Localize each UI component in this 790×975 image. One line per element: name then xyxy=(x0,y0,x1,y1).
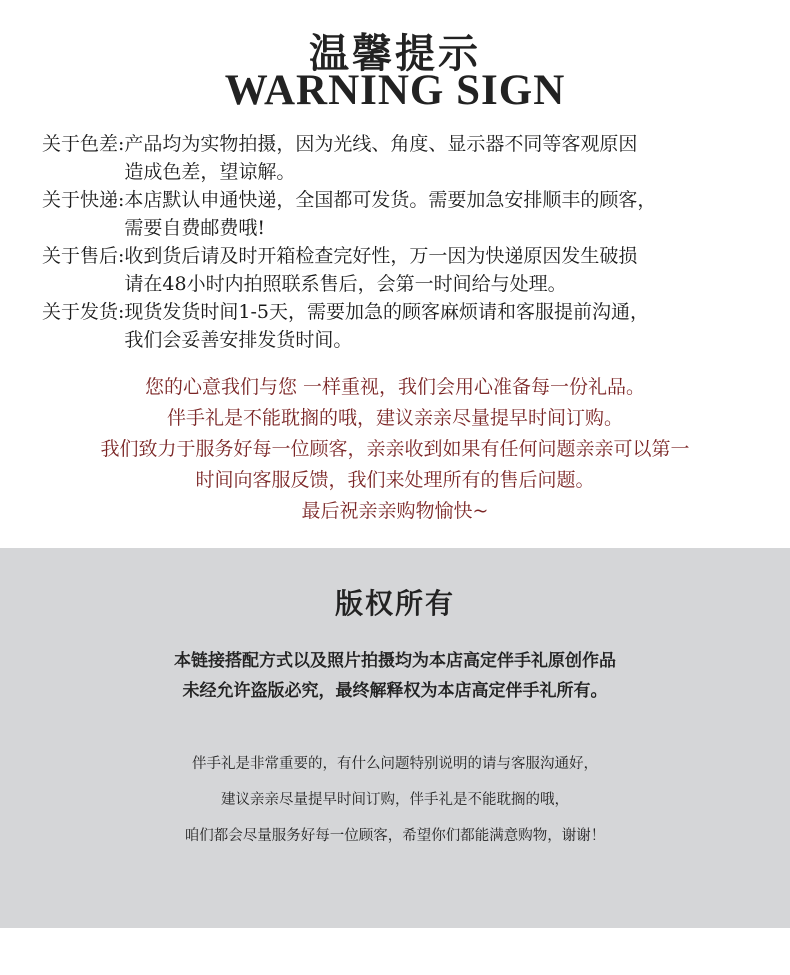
rule-text: 产品均为实物拍摄，因为光线、角度、显示器不同等客观原因 造成色差，望谅解。 xyxy=(124,133,638,183)
message-line: 您的心意我们与您 一样重视，我们会用心准备每一份礼品。 xyxy=(144,376,646,398)
note-line: 伴手礼是非常重要的，有什么问题特别说明的请与客服沟通好， xyxy=(192,756,598,772)
copyright-line: 未经允许盗版必究，最终解释权为本店高定伴手礼所有。 xyxy=(182,681,608,701)
rule-label: 关于发货: xyxy=(42,301,125,323)
rule-shipping xyxy=(42,298,762,354)
rule-label: 关于售后: xyxy=(42,245,125,267)
copyright-line: 本链接搭配方式以及照片拍摄均为本店高定伴手礼原创作品 xyxy=(174,651,616,671)
rule-text: 现货发货时间1-5天，需要加急的顾客麻烦请和客服提前沟通， 我们会妥善安排发货时间。 xyxy=(124,301,650,351)
message-line: 伴手礼是不能耽搁的哦，建议亲亲尽量提早时间订购。 xyxy=(166,407,623,429)
rule-text: 本店默认申通快递，全国都可发货。需要加急安排顺丰的顾客， 需要自费邮费哦! xyxy=(124,189,657,239)
copyright-note xyxy=(0,746,790,854)
notice-title-chinese: 温馨提示 xyxy=(309,30,481,77)
message-line: 我们致力于服务好每一位顾客，亲亲收到如果有任何问题亲亲可以第一 xyxy=(100,438,690,460)
rule-label: 关于快递: xyxy=(42,189,125,211)
copyright-statement xyxy=(0,646,790,706)
note-line: 咱们都会尽量服务好每一位顾客，希望你们都能满意购物，谢谢！ xyxy=(184,828,606,844)
rule-after-sales xyxy=(42,242,762,298)
rule-express-delivery xyxy=(42,186,762,242)
rule-color-difference xyxy=(42,130,762,186)
notice-title-english: WARNING SIGN xyxy=(224,67,566,114)
copyright-title: 版权所有 xyxy=(334,587,455,620)
message-line: 最后祝亲亲购物愉快~ xyxy=(301,500,489,522)
message-line: 时间向客服反馈，我们来处理所有的售后问题。 xyxy=(195,469,595,491)
copyright-section xyxy=(0,548,790,928)
gift-message xyxy=(0,372,790,527)
note-line: 建议亲亲尽量提早时间订购，伴手礼是不能耽搁的哦， xyxy=(221,792,569,808)
rule-text: 收到货后请及时开箱检查完好性，万一因为快递原因发生破损 请在48小时内拍照联系售后，会第一时间给与处理。 xyxy=(124,245,638,295)
rule-label: 关于色差: xyxy=(42,133,125,155)
notice-rules-list xyxy=(42,130,762,354)
